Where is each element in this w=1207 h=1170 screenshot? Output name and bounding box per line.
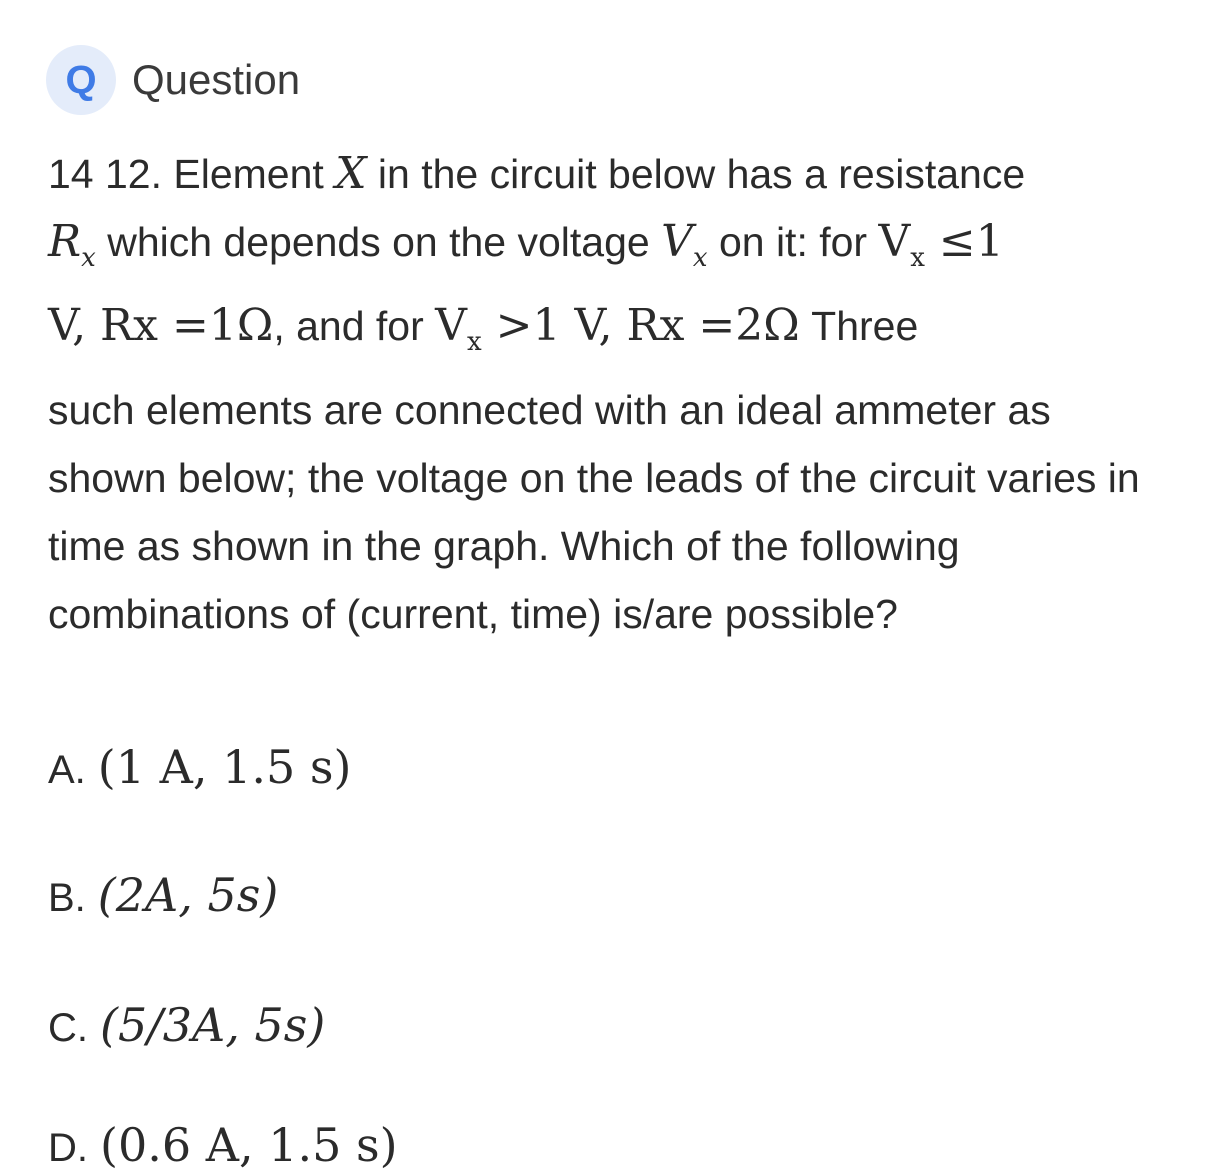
question-header-title: Question — [132, 56, 301, 103]
condition2-relation: >1 V, Rx =2Ω — [481, 300, 800, 351]
question-line2-mid: which depends on the voltage — [95, 219, 662, 265]
condition1-voltage: V — [878, 216, 911, 267]
option-d[interactable] — [48, 1118, 398, 1170]
question-line3-mid: , and for — [273, 303, 436, 349]
option-b-label: B. — [48, 876, 86, 920]
condition1-relation: ≤1 — [924, 216, 1004, 267]
condition2-voltage: V — [435, 300, 467, 351]
option-d-label: D. — [48, 1126, 88, 1170]
voltage-var: V — [661, 216, 693, 267]
condition2-subscript: x — [466, 327, 482, 357]
resistance-var: R — [48, 216, 82, 267]
option-c-value: (5/3A, 5s) — [100, 998, 326, 1052]
voltage-subscript: x — [692, 243, 708, 273]
question-line1-suffix: in the circuit below has a resistance — [366, 151, 1026, 197]
condition1-subscript: x — [910, 243, 925, 273]
option-d-value: (0.6 A, 1.5 s) — [100, 1118, 398, 1170]
condition1-result: V, Rx =1Ω — [48, 300, 274, 351]
question-header — [46, 44, 300, 116]
question-body-rest: such elements are connected with an ideal ammeter as shown below; the voltage on the leads of the circuit varies in time as shown in the graph. Which of the following combinations of (current, time) is/are possible? — [48, 387, 1140, 637]
question-line2-suffix: on it: for — [707, 219, 879, 265]
option-c[interactable] — [48, 998, 325, 1052]
option-a-value: (1 A, 1.5 s) — [97, 740, 352, 794]
option-b-value: (2A, 5s) — [97, 868, 279, 922]
question-badge-icon: Q — [46, 45, 116, 115]
option-b[interactable] — [48, 868, 278, 922]
question-line1-prefix: 14 12. Element — [48, 151, 336, 197]
question-line3-suffix: Three — [799, 303, 919, 349]
resistance-subscript: x — [81, 243, 96, 273]
element-var: X — [335, 148, 367, 199]
option-a[interactable] — [48, 740, 351, 794]
question-text — [48, 140, 1168, 648]
option-a-label: A. — [48, 748, 86, 792]
option-c-label: C. — [48, 1006, 88, 1050]
